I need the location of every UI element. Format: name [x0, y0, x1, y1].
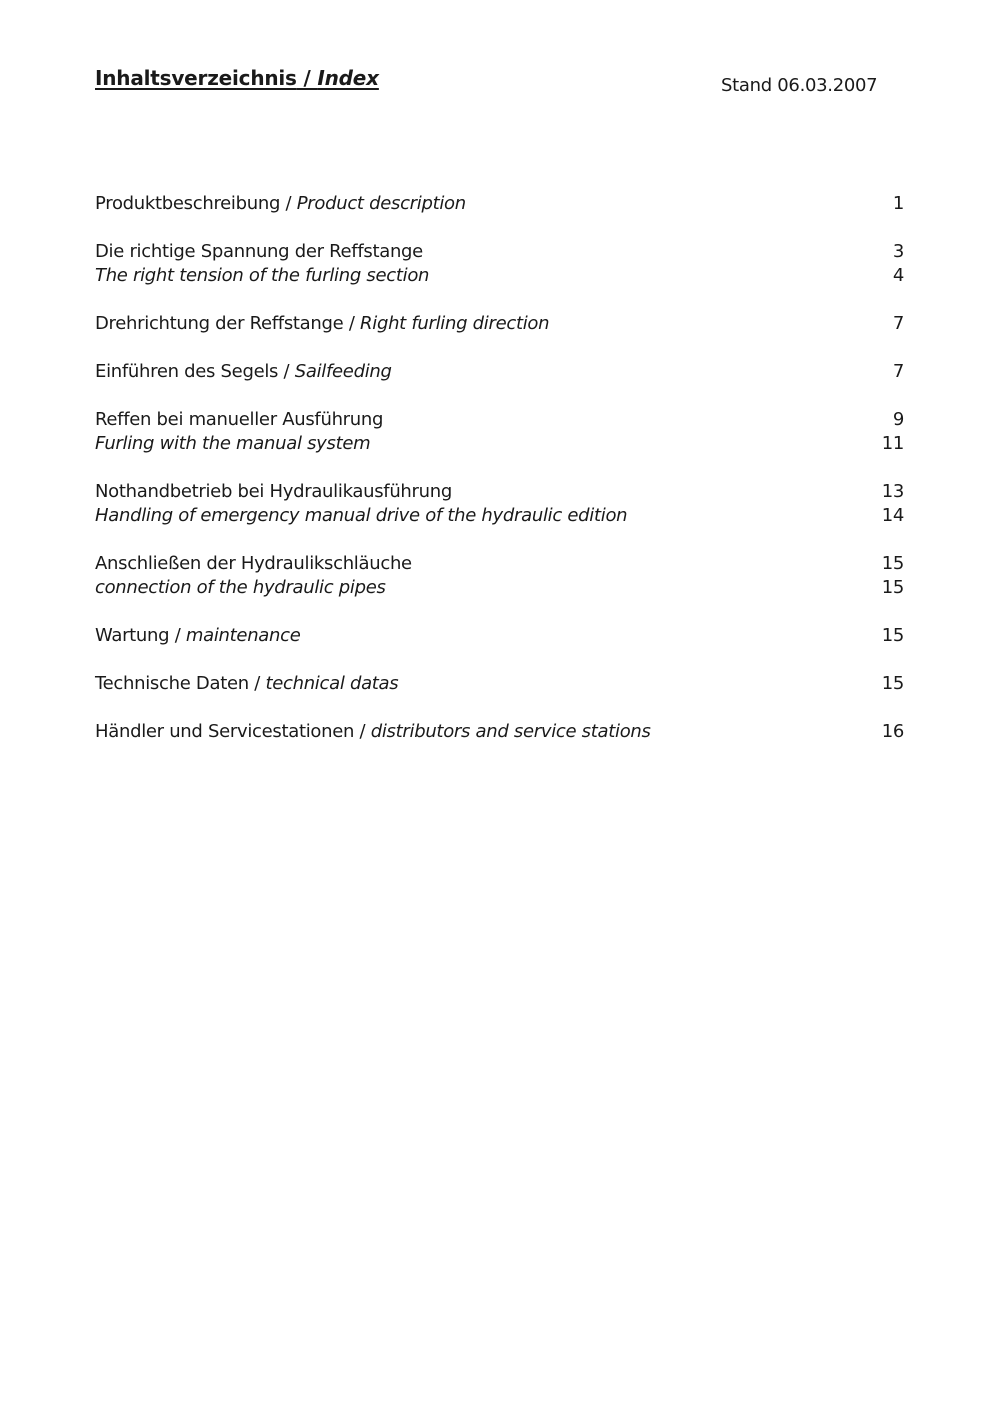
toc-line-text — [95, 552, 412, 576]
toc-line — [95, 480, 904, 504]
toc-title-german: Nothandbetrieb bei Hydraulikausführung — [95, 481, 452, 502]
toc-title-german: Wartung — [95, 625, 170, 646]
toc-page-number: 16 — [881, 721, 904, 742]
toc-entry-group — [95, 312, 904, 336]
toc-line — [95, 360, 904, 384]
toc-line-text — [95, 624, 301, 648]
toc-title-separator: / — [343, 313, 361, 334]
toc-line-text — [95, 408, 383, 432]
toc-entry-group — [95, 408, 904, 456]
toc-title-english: The right tension of the furling section — [95, 265, 430, 286]
toc-entry-group — [95, 552, 904, 600]
toc-title-english: technical datas — [265, 673, 399, 694]
toc-line — [95, 720, 904, 744]
toc-title-english: Handling of emergency manual drive of the hydraulic edition — [95, 505, 628, 526]
toc-title-german: Produktbeschreibung — [95, 193, 281, 214]
toc-title-german: Technische Daten — [95, 673, 249, 694]
toc-entry-group — [95, 480, 904, 528]
toc-line — [95, 312, 904, 336]
toc-page-number: 9 — [892, 409, 904, 430]
toc-title-separator: / — [248, 673, 266, 694]
toc-title-english: Product description — [296, 193, 466, 214]
toc-line-text — [95, 480, 452, 504]
toc-page-number: 7 — [892, 313, 904, 334]
toc-line — [95, 408, 904, 432]
toc-title-separator: / — [278, 361, 295, 382]
toc-line — [95, 576, 904, 600]
toc-line-text — [95, 264, 429, 288]
toc-line — [95, 240, 904, 264]
toc-line — [95, 672, 904, 696]
toc-line-text — [95, 504, 627, 528]
toc-line-text — [95, 240, 423, 264]
toc-page-number: 14 — [881, 505, 904, 526]
toc-title-english: connection of the hydraulic pipes — [95, 577, 386, 598]
title-separator: / — [296, 66, 318, 90]
page-title — [95, 66, 379, 90]
title-english: Index — [317, 66, 379, 90]
toc-entry-group — [95, 240, 904, 288]
toc-page-number: 15 — [881, 625, 904, 646]
toc-entry-group — [95, 624, 904, 648]
toc-title-english: Furling with the manual system — [95, 433, 371, 454]
toc-title-english: maintenance — [185, 625, 301, 646]
toc-title-separator: / — [354, 721, 371, 742]
toc-line-text — [95, 576, 386, 600]
table-of-contents — [95, 192, 904, 768]
toc-title-german: Händler und Servicestationen — [95, 721, 355, 742]
toc-entry-group — [95, 192, 904, 216]
toc-page-number: 4 — [892, 265, 904, 286]
toc-entry-group — [95, 360, 904, 384]
toc-line-text — [95, 360, 392, 384]
toc-line-text — [95, 312, 549, 336]
toc-line — [95, 624, 904, 648]
toc-entry-group — [95, 720, 904, 744]
toc-title-german: Drehrichtung der Reffstange — [95, 313, 344, 334]
toc-title-english: Right furling direction — [360, 313, 550, 334]
toc-line — [95, 504, 904, 528]
toc-title-english: Sailfeeding — [294, 361, 392, 382]
toc-title-english: distributors and service stations — [370, 721, 651, 742]
toc-line-text — [95, 192, 466, 216]
toc-page-number: 3 — [892, 241, 904, 262]
toc-page-number: 15 — [881, 577, 904, 598]
toc-title-german: Reffen bei manueller Ausführung — [95, 409, 384, 430]
toc-line — [95, 192, 904, 216]
revision-date: Stand 06.03.2007 — [721, 75, 878, 96]
toc-line-text — [95, 720, 651, 744]
toc-title-german: Einführen des Segels — [95, 361, 279, 382]
toc-page-number: 7 — [892, 361, 904, 382]
toc-line — [95, 552, 904, 576]
toc-title-separator: / — [169, 625, 186, 646]
toc-title-german: Anschließen der Hydraulikschläuche — [95, 553, 412, 574]
toc-page-number: 13 — [881, 481, 904, 502]
toc-line — [95, 264, 904, 288]
title-german: Inhaltsverzeichnis — [95, 66, 297, 90]
toc-page-number: 15 — [881, 673, 904, 694]
toc-page-number: 11 — [881, 433, 904, 454]
toc-title-separator: / — [280, 193, 297, 214]
toc-title-german: Die richtige Spannung der Reffstange — [95, 241, 423, 262]
toc-line-text — [95, 672, 398, 696]
toc-page-number: 15 — [881, 553, 904, 574]
toc-line-text — [95, 432, 370, 456]
toc-page-number: 1 — [892, 193, 904, 214]
toc-line — [95, 432, 904, 456]
toc-entry-group — [95, 672, 904, 696]
